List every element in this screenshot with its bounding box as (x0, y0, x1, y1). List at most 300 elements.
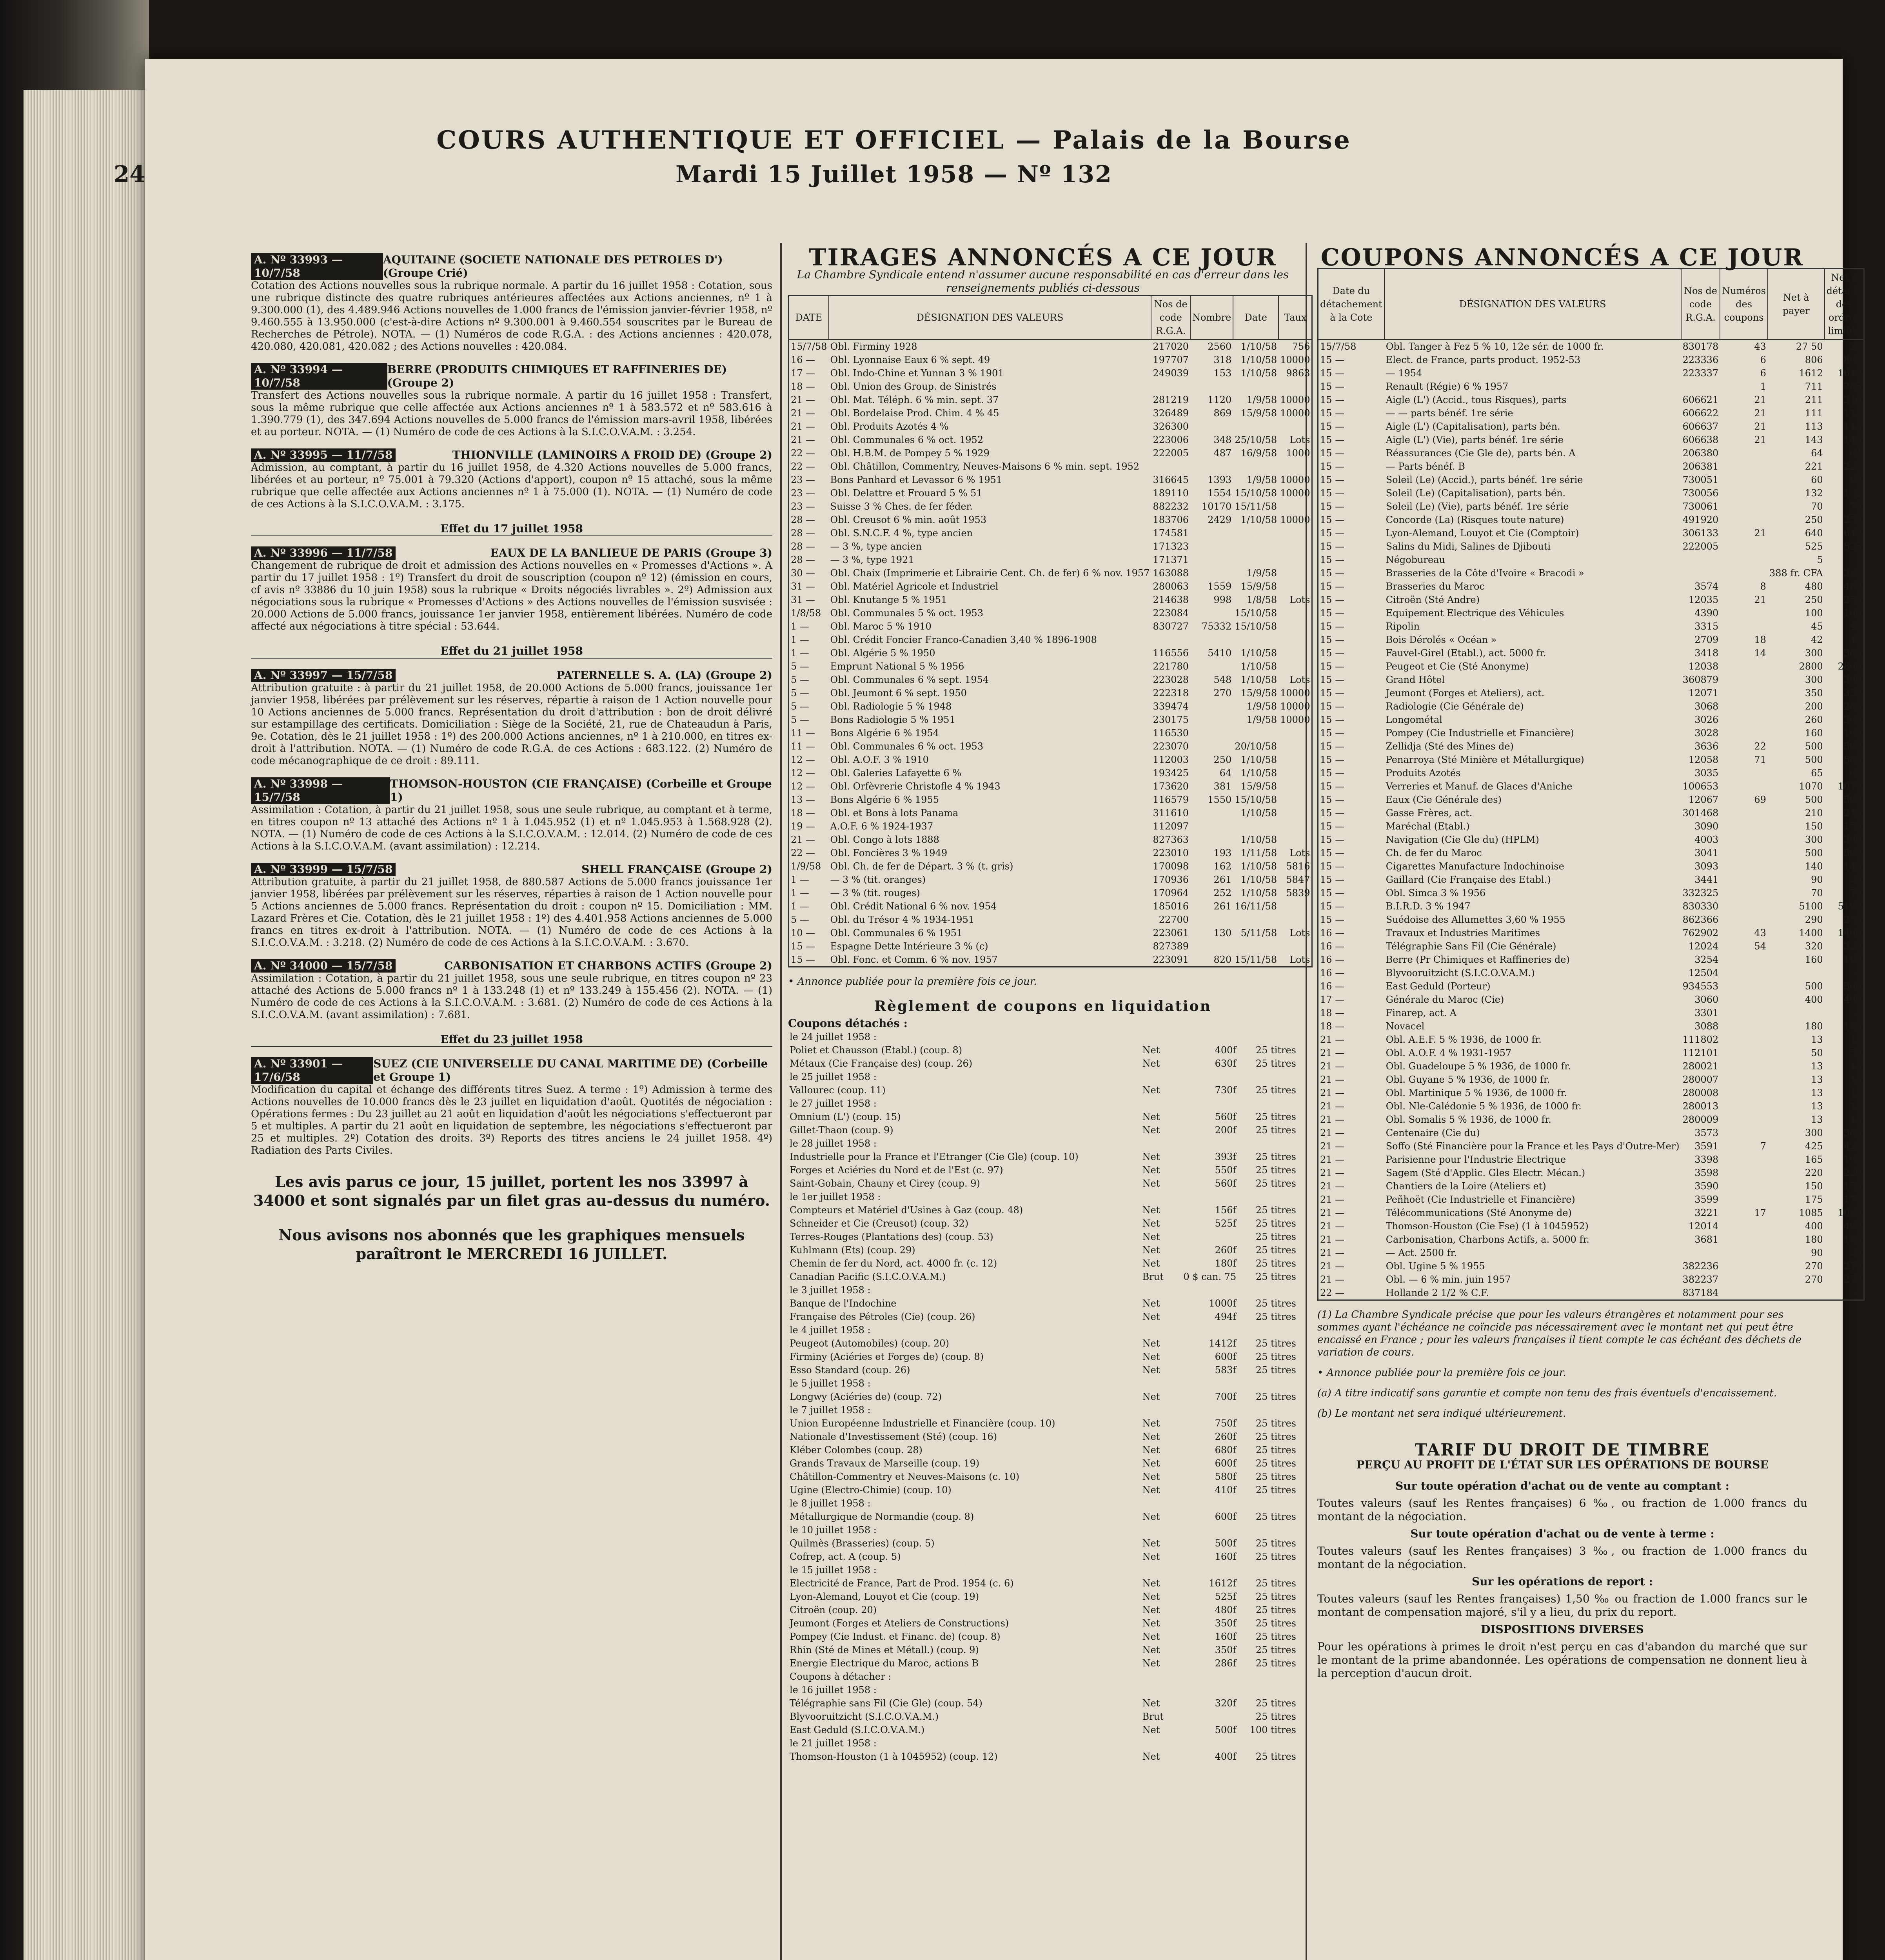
table-cell: 1/11/58 (1240, 848, 1277, 858)
table-cell (1170, 1190, 1238, 1203)
table-cell: Net (1142, 1698, 1160, 1709)
table-cell: 280007 (1682, 1074, 1719, 1085)
table-cell: 13 (1850, 1101, 1862, 1112)
timbre-title: TARIF DU DROIT DE TIMBRE (1415, 1440, 1710, 1459)
table-cell: 290 (1843, 914, 1862, 925)
table-row (789, 620, 1312, 633)
table-cell (1720, 1246, 1768, 1259)
notice-company: SUEZ (CIE UNIVERSELLE DU CANAL MARITIME DE) (Corbeille et Groupe 1) (373, 1057, 768, 1083)
table-cell: Télécommunications (Sté Anonyme de) (1386, 1207, 1572, 1218)
table-cell: 280063 (1153, 581, 1189, 592)
table-cell: — (1852, 967, 1862, 978)
table-cell: — Parts bénéf. B (1386, 461, 1465, 472)
table-cell: 1000 (1286, 448, 1310, 459)
table-row (1318, 1206, 1864, 1220)
table-cell: 180 (1805, 1234, 1823, 1245)
table-cell: 15 — (1320, 768, 1345, 779)
table-cell: 113 (1843, 421, 1862, 432)
table-cell: 15 — (1320, 461, 1345, 472)
table-cell (1170, 1097, 1238, 1110)
table-cell: 1070 (1838, 781, 1862, 792)
table-cell: Bons Panhard et Levassor 6 % 1951 (830, 474, 1002, 485)
table-row (1318, 1113, 1864, 1126)
table-cell: 15 — (1320, 741, 1345, 752)
table-cell: 5100 (1838, 901, 1862, 912)
table-cell: 189110 (1153, 488, 1189, 499)
table-row (788, 1430, 1298, 1443)
table-cell: 326300 (1153, 421, 1189, 432)
table-row (1318, 339, 1864, 353)
page-number: 24 (114, 161, 145, 187)
table-cell: Novacel (1386, 1021, 1425, 1032)
table-cell: 400f (1215, 1045, 1237, 1056)
table-cell: Net (1142, 1511, 1160, 1522)
table-cell: Obl. Simca 3 % 1956 (1386, 887, 1486, 898)
table-cell: 183706 (1153, 514, 1189, 525)
table-row (1318, 740, 1864, 753)
notice-number: A. Nº 33997 — 15/7/58 (251, 669, 396, 682)
table-cell: 1/9/58 (1246, 474, 1277, 485)
table-cell: Obl. Union des Group. de Sinistrés (830, 381, 997, 392)
table-cell (1720, 1100, 1768, 1113)
table-cell: Penarroya (Sté Minière et Métallurgique) (1386, 754, 1584, 765)
table-cell: 60 (1850, 474, 1862, 485)
table-row (1318, 420, 1864, 433)
table-row (788, 1630, 1298, 1643)
table-cell: 50 (1811, 1047, 1823, 1058)
table-cell: 21 — (1320, 1074, 1345, 1085)
table-cell: 165 (1843, 1154, 1862, 1165)
table-cell: Lots (1289, 434, 1310, 445)
table-cell: 25 titres (1255, 1165, 1296, 1176)
table-cell: 10170 (1201, 501, 1232, 512)
table-cell: 221780 (1153, 661, 1189, 672)
table-cell: 250 (1843, 514, 1862, 525)
table-cell: Obl. Creusot 6 % min. août 1953 (830, 514, 987, 525)
table-cell: 270 (1805, 1274, 1823, 1285)
table-cell: 270 (1805, 1261, 1823, 1272)
table-cell: le 1er juillet 1958 : (790, 1191, 881, 1202)
table-cell: 15 — (791, 941, 815, 952)
table-cell (1141, 1283, 1170, 1297)
table-cell: Blyvooruitzicht (S.I.C.O.V.A.M.) (790, 1711, 939, 1722)
table-cell (1278, 806, 1312, 820)
table-cell: 180 (1843, 1234, 1862, 1245)
table-cell: 862366 (1682, 914, 1719, 925)
table-cell (1720, 1220, 1768, 1233)
table-cell: 15 — (1320, 754, 1345, 765)
table-cell: Obl. A.E.F. 5 % 1936, de 1000 fr. (1386, 1034, 1542, 1045)
table-cell: 13 (1811, 1061, 1823, 1072)
table-row (1318, 1273, 1864, 1286)
table-row (789, 726, 1312, 740)
table-cell: Lyon-Alemand, Louyot et Cie (Comptoir) (1386, 528, 1579, 539)
table-cell: 25 titres (1255, 1418, 1296, 1429)
table-cell (1141, 1377, 1170, 1390)
table-cell: Net (1142, 1151, 1160, 1162)
table-cell (1141, 1683, 1170, 1697)
table-cell: 45 (1850, 621, 1862, 632)
table-cell (1190, 553, 1233, 566)
table-row (789, 407, 1312, 420)
table-cell (1170, 1710, 1238, 1723)
table-cell: Obl. Jeumont 6 % sept. 1950 (830, 688, 967, 699)
table-row (788, 1697, 1298, 1710)
table-cell: 220 (1805, 1167, 1823, 1178)
table-cell: 3068 (1694, 701, 1719, 712)
table-cell (1170, 1403, 1238, 1417)
table-cell: 425 (1843, 1141, 1862, 1152)
table-cell: 1/10/58 (1240, 874, 1277, 885)
table-cell: 42 (1850, 634, 1862, 645)
table-cell: 1612 (1799, 368, 1823, 379)
table-cell: Firminy (Aciéries et Forges de) (coup. 8) (790, 1351, 984, 1362)
coupon-note: (b) Le montant net sera indiqué ultérieurement. (1317, 1408, 1566, 1419)
table-cell: 1 — (791, 634, 809, 645)
table-row (789, 460, 1312, 473)
table-row (789, 846, 1312, 860)
table-row (788, 1377, 1298, 1390)
column-header: Date (1233, 296, 1278, 340)
table-cell: Industrielle pour la France et l'Etranger (Cie Gle) (coup. 10) (790, 1151, 1079, 1162)
table-cell: Suisse 3 % Ches. de fer féder. (830, 501, 973, 512)
effect-heading: Effet du 23 juillet 1958 (251, 1033, 772, 1047)
notice-header (251, 253, 772, 280)
table-cell: Chemin de fer du Nord, act. 4000 fr. (c. 12) (790, 1258, 997, 1269)
table-cell: Obl. Guyane 5 % 1936, de 1000 fr. (1386, 1074, 1550, 1085)
table-cell: Châtillon-Commentry et Neuves-Maisons (c. 10) (790, 1471, 1020, 1482)
table-cell: 1 (1760, 381, 1766, 392)
table-cell: Saint-Gobain, Chauny et Cirey (coup. 9) (790, 1178, 980, 1189)
table-row (788, 1083, 1298, 1097)
table-row (789, 713, 1312, 726)
table-cell: 320 (1805, 941, 1823, 952)
table-cell: Chantiers de la Loire (Ateliers et) (1386, 1181, 1546, 1192)
table-cell (1141, 1323, 1170, 1337)
table-cell: 12067 (1688, 794, 1719, 805)
table-cell (1720, 1126, 1768, 1140)
table-cell (1720, 473, 1768, 486)
table-cell: 25 titres (1255, 1178, 1296, 1189)
table-cell: 13 (1850, 1114, 1862, 1125)
notice-body: Cotation des Actions nouvelles sous la rubrique normale. A partir du 16 juillet 1958 : Cotation, sous une rubrique distincte des quatre rubriques antérieures affectées aux Actions anciennes, nº 1 à 9.300.000 (1), des 4.489.946 Actions nouvelles de 1.000 francs de l'émission janvier-février 1958, nº 9.460.555 à 13.950.000 (c'est-à-dire Actions nº 9.300.001 à 9.460.554 souscrites par le Bureau de Recherches de Pétrole). NOTA. — (1) Numéros de code R.G.A. : des Actions anciennes : 420.078, 420.080, 420.081, 420.082 ; des Actions nouvelles : 420.084. (251, 280, 772, 352)
table-cell: 3590 (1694, 1181, 1719, 1192)
table-cell (1720, 1006, 1768, 1020)
table-cell: 31 — (791, 581, 815, 592)
table-row (1318, 713, 1864, 726)
table-cell: le 10 juillet 1958 : (790, 1524, 877, 1535)
table-cell: 223006 (1153, 434, 1189, 445)
notice-number: A. Nº 33901 — 17/6/58 (251, 1057, 373, 1084)
table-cell: Bons Algérie 6 % 1954 (830, 728, 939, 739)
table-cell: 90 (1811, 1247, 1823, 1258)
table-cell: 260f (1215, 1245, 1237, 1256)
table-cell: 15 — (1320, 354, 1345, 365)
table-row (1318, 1180, 1864, 1193)
table-cell (1238, 1190, 1298, 1203)
table-cell (1278, 553, 1312, 566)
tirages-note: • Annonce publiée pour la première fois ce jour. (788, 976, 1037, 987)
table-row (788, 1710, 1298, 1723)
table-cell: Obl. Matériel Agricole et Industriel (830, 581, 999, 592)
table-cell (1720, 1166, 1768, 1180)
table-cell: 400 (1843, 994, 1862, 1005)
table-cell: 500 (1843, 794, 1862, 805)
table-cell (1720, 1113, 1768, 1126)
table-row (789, 353, 1312, 367)
table-cell: 250 (1805, 514, 1823, 525)
table-row (788, 1190, 1298, 1203)
table-cell: Produits Azotés (1386, 768, 1461, 779)
table-cell (1720, 1273, 1768, 1286)
table-cell: Métaux (Cie Française des) (coup. 26) (790, 1058, 973, 1069)
table-cell: 730061 (1682, 501, 1719, 512)
table-cell: Maréchal (Etabl.) (1386, 821, 1470, 832)
table-cell: Obl. Knutange 5 % 1951 (830, 594, 947, 605)
coupons-notes (1317, 1308, 1807, 1420)
table-cell (1151, 460, 1190, 473)
table-row (788, 1497, 1298, 1510)
table-cell: Compteurs et Matériel d'Usines à Gaz (coup. 48) (790, 1205, 1023, 1216)
table-cell: 252 (1213, 887, 1232, 898)
table-cell (1278, 526, 1312, 540)
table-cell (1720, 540, 1768, 553)
table-cell: 10000 (1280, 714, 1310, 725)
table-cell: 25 titres (1255, 1551, 1296, 1562)
column-header: Net à détach. des ordres limités (1825, 269, 1864, 340)
table-cell: Citroën (Sté Andre) (1386, 594, 1480, 605)
table-row (789, 860, 1312, 873)
table-cell (1278, 660, 1312, 673)
table-cell: 260 (1843, 714, 1862, 725)
table-cell: 22 — (791, 848, 815, 858)
table-cell: 21 (1754, 594, 1766, 605)
table-cell: Net (1142, 1338, 1160, 1349)
table-cell: 1/10/58 (1240, 834, 1277, 845)
table-cell: 1/10/58 (1240, 661, 1277, 672)
table-cell: 15 — (1320, 781, 1345, 792)
notice-header (251, 959, 772, 973)
table-cell: 22 (1754, 741, 1766, 752)
table-cell: 280009 (1682, 1114, 1719, 1125)
table-cell: 22 — (791, 448, 815, 459)
table-cell: 827363 (1153, 834, 1189, 845)
table-cell: Poliet et Chausson (Etabl.) (coup. 8) (790, 1045, 962, 1056)
table-cell: 1/10/58 (1240, 368, 1277, 379)
table-cell: 69 (1754, 794, 1766, 805)
table-cell (1233, 553, 1278, 566)
table-cell (1238, 1403, 1298, 1417)
table-cell: 1/10/58 (1240, 754, 1277, 765)
table-cell: East Geduld (S.I.C.O.V.A.M.) (790, 1724, 925, 1735)
table-cell: Net (1142, 1724, 1160, 1735)
table-cell: 21 — (1320, 1207, 1345, 1218)
table-row (789, 833, 1312, 846)
table-cell: Obl. Nle-Calédonie 5 % 1936, de 1000 fr. (1386, 1101, 1582, 1112)
table-cell: 221 (1805, 461, 1823, 472)
table-cell (1170, 1497, 1238, 1510)
table-row (1318, 646, 1864, 660)
notices-column (251, 243, 772, 1960)
table-cell: 15 — (1320, 434, 1345, 445)
table-cell: 171323 (1153, 541, 1189, 552)
table-cell (1278, 820, 1312, 833)
table-cell: 2560 (1208, 341, 1232, 352)
table-cell (1720, 606, 1768, 620)
notice-company: CARBONISATION ET CHARBONS ACTIFS (Groupe 2) (444, 959, 772, 972)
table-cell: 6 (1760, 354, 1766, 365)
table-cell: Obl. Radiologie 5 % 1948 (830, 701, 952, 712)
table-cell (1720, 820, 1768, 833)
notice-company: THOMSON-HOUSTON (CIE FRANÇAISE) (Corbeille et Groupe 1) (390, 777, 772, 804)
table-cell (1238, 1097, 1298, 1110)
table-cell (1141, 1737, 1170, 1750)
notice-body: Attribution gratuite : à partir du 21 juillet 1958, de 20.000 Actions de 5.000 francs, jouissance 1er janvier 1958, libérées par prélèvement sur les réserves, répartie à raison de 1 Action nouvelle pour 10 Actions anciennes de 5.000 francs. Représentation du droit d'attribution : bon de droit délivré sur estampillage des certificats. Domiciliation : Siège de la Société, 21, rue de Chateaudun à Paris, 9e. Cotation, dès le 21 juillet 1958 : 1º) des 200.000 Actions anciennes, nº 1 à 210.000, en titres ex-droit à l'attribution. NOTA. — (1) Numéro de code R.G.A. de ces Actions : 683.122. (2) Numéro de code mécanographique de ce droit : 89.111. (251, 682, 772, 767)
table-cell: Obl. Communales 6 % oct. 1953 (830, 741, 984, 752)
table-cell: Bons Radiologie 5 % 1951 (830, 714, 955, 725)
table-row (789, 873, 1312, 886)
table-row (789, 420, 1312, 433)
table-cell: 1070 (1799, 781, 1823, 792)
table-cell: 12058 (1688, 754, 1719, 765)
table-row (1318, 433, 1864, 446)
table-cell: Net (1142, 1604, 1160, 1615)
table-cell (1278, 793, 1312, 806)
table-row (788, 1177, 1298, 1190)
table-cell: Net (1142, 1258, 1160, 1269)
table-cell: 350f (1215, 1618, 1237, 1629)
table-cell: 150 (1805, 1181, 1823, 1192)
table-cell: 640 (1843, 528, 1862, 539)
table-cell: Obl. A.O.F. 4 % 1931-1957 (1386, 1047, 1512, 1058)
table-cell: Net (1142, 1551, 1160, 1562)
table-cell: 150 (1805, 821, 1823, 832)
table-cell: 25 titres (1255, 1431, 1296, 1442)
table-row (1318, 793, 1864, 806)
table-cell: 1 — (791, 621, 809, 632)
table-cell: 54 (1754, 941, 1766, 952)
table-cell: 13 (1811, 1034, 1823, 1045)
table-row (1318, 620, 1864, 633)
table-cell: 111 (1805, 408, 1823, 419)
table-cell: Obl. — 6 % min. juin 1957 (1386, 1274, 1511, 1285)
table-cell: Obl. Foncières 3 % 1949 (830, 848, 948, 858)
table-cell: Eaux (Cie Générale des) (1386, 794, 1502, 805)
table-cell: Obl. Congo à lots 1888 (830, 834, 939, 845)
table-cell: 17 (1754, 1207, 1766, 1218)
table-cell: Réassurances (Cie Gle de), parts bén. A (1386, 448, 1576, 459)
table-cell (1233, 913, 1278, 926)
table-cell (1141, 1670, 1170, 1683)
table-cell: Forges et Aciéries du Nord et de l'Est (c. 97) (790, 1165, 1003, 1176)
page-edges (24, 90, 149, 1960)
table-cell: Net (1142, 1578, 1160, 1589)
table-cell: 10000 (1280, 408, 1310, 419)
table-cell: 100 (1805, 608, 1823, 619)
table-cell: 15 — (1320, 594, 1345, 605)
table-row (1318, 873, 1864, 886)
table-cell: 600f (1215, 1511, 1237, 1522)
table-cell: Net (1142, 1658, 1160, 1669)
table-cell: Net (1142, 1178, 1160, 1189)
table-cell: 15 — (1320, 621, 1345, 632)
table-cell: 15 — (1320, 394, 1345, 405)
table-cell: Obl. A.O.F. 3 % 1910 (830, 754, 929, 765)
table-cell: 25 titres (1255, 1338, 1296, 1349)
table-row (789, 766, 1312, 780)
table-cell: 560f (1215, 1111, 1237, 1122)
table-cell: 393f (1215, 1151, 1237, 1162)
table-row (788, 1563, 1298, 1577)
table-cell: 1120 (1208, 394, 1232, 405)
table-cell: — — parts bénéf. 1re série (1386, 408, 1513, 419)
table-cell: 21 — (1320, 1141, 1345, 1152)
table-row (788, 1137, 1298, 1150)
table-cell: 5847 (1286, 874, 1310, 885)
table-cell: 1412f (1209, 1338, 1237, 1349)
table-cell: 15 — (1320, 608, 1345, 619)
table-row (1318, 726, 1864, 740)
table-row (788, 1350, 1298, 1363)
tirages-subtitle: La Chambre Syndicale entend n'assumer aucune responsabilité en cas d'erreur dans les renseignements publiés ci-dessous (797, 268, 1289, 294)
table-cell: Brut (1142, 1711, 1164, 1722)
table-cell: 217020 (1153, 341, 1189, 352)
table-row (788, 1363, 1298, 1377)
table-row (789, 393, 1312, 407)
table-cell: 27 50 (1796, 341, 1823, 352)
table-cell (1720, 846, 1768, 860)
table-cell: 3254 (1694, 954, 1719, 965)
table-cell (1190, 566, 1233, 580)
table-row (788, 1310, 1298, 1323)
table-cell (1190, 913, 1233, 926)
table-cell: 25 titres (1255, 1151, 1296, 1162)
table-cell: 3221 (1694, 1207, 1719, 1218)
table-row (1318, 686, 1864, 700)
notice (251, 1057, 772, 1157)
table-cell: Bons Algérie 6 % 1955 (830, 794, 939, 805)
table-cell: 934553 (1682, 981, 1719, 992)
notice-body: Assimilation : Cotation, à partir du 21 juillet 1958, sous une seule rubrique, en titres coupon nº 23 attaché des Actions de 5.000 francs nº 1 à 133.248 (1) et nº 133.249 à 155.456 (2). NOTA. — (1) Numéro de code de ces Actions à la S.I.C.O.V.A.M. : 3.681. (2) Numéro de code de ces Actions à la S.I.C.O.V.A.M. (avant assimilation) : 7.681. (251, 973, 772, 1021)
table-cell: 400f (1215, 1751, 1237, 1762)
table-cell: 270 (1843, 1274, 1862, 1285)
table-cell: 1/8/58 (791, 608, 821, 619)
table-cell: 15 — (1320, 568, 1345, 579)
table-row (1318, 673, 1864, 686)
table-cell: 680f (1215, 1445, 1237, 1455)
table-cell: 15 — (1320, 528, 1345, 539)
table-row (788, 1443, 1298, 1457)
table-cell: 500 (1805, 848, 1823, 858)
table-cell: 286f (1215, 1658, 1237, 1669)
table-cell: Schneider et Cie (Creusot) (coup. 32) (790, 1218, 969, 1229)
table-cell: 210 (1805, 808, 1823, 818)
table-cell (1141, 1403, 1170, 1417)
table-cell: 260 (1805, 714, 1823, 725)
table-cell: 1/10/58 (1240, 354, 1277, 365)
table-cell: 15 — (1320, 474, 1345, 485)
table-cell: 90 (1850, 1247, 1862, 1258)
table-cell: Obl. Bordelaise Prod. Chim. 4 % 45 (830, 408, 999, 419)
timbre-line: Sur toute opération d'achat ou de vente au comptant : (1395, 1479, 1729, 1492)
table-row (1318, 1286, 1864, 1300)
table-cell (1190, 380, 1233, 393)
table-row (1318, 446, 1864, 460)
table-cell: 19 — (791, 821, 815, 832)
table-cell: 13 (1811, 1101, 1823, 1112)
timbre-line: Sur toute opération d'achat ou de vente à terme : (1410, 1527, 1714, 1540)
table-cell (1190, 540, 1233, 553)
